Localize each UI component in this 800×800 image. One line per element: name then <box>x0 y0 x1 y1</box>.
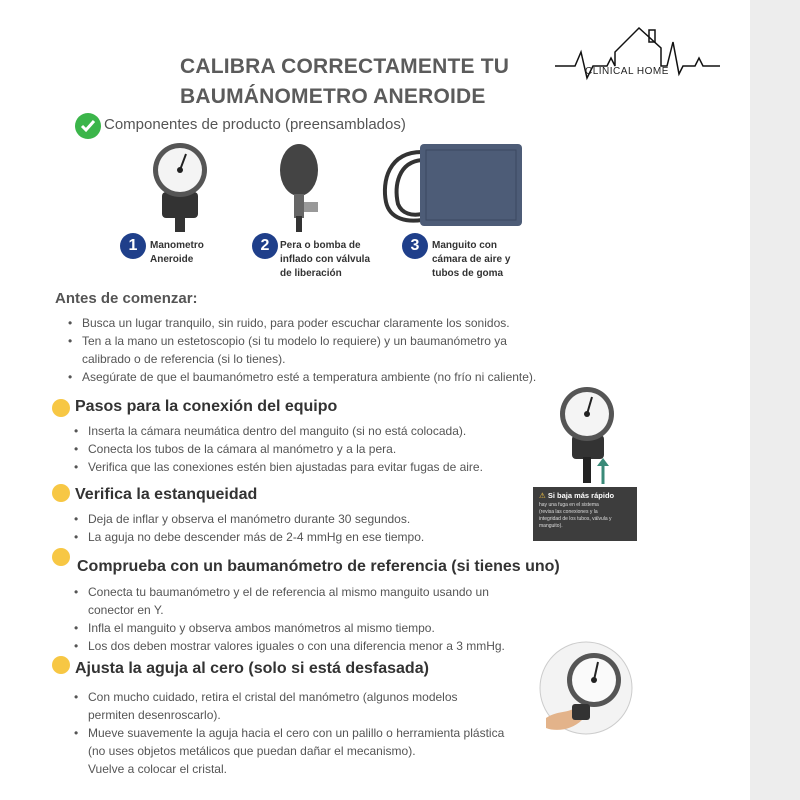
step-2-marker <box>52 484 70 502</box>
step-4-list <box>72 688 562 778</box>
list-item: • Con mucho cuidado, retira el cristal del manómetro (algunos modelos permiten desenroscarlo). <box>72 688 562 724</box>
title-line-2: BAUMÁNOMETRO ANEROIDE <box>180 85 486 108</box>
list-item: • Verifica que las conexiones estén bien ajustadas para evitar fugas de aire. <box>72 458 542 476</box>
step-3-heading: Comprueba con un baumanómetro de referencia (si tienes uno) <box>77 558 560 575</box>
step-2-heading: Verifica la estanqueidad <box>75 486 258 503</box>
step-3-marker <box>52 548 70 566</box>
gauge-icon <box>538 640 634 736</box>
list-item: • Inserta la cámara neumática dentro del manguito (si no está colocada). <box>72 422 542 440</box>
step-4-heading: Ajusta la aguja al cero (solo si está desfasada) <box>75 660 429 677</box>
component-label-1: Manometro Aneroide <box>150 240 204 265</box>
list-item: • Deja de inflar y observa el manómetro durante 30 segundos. <box>72 510 512 528</box>
right-margin <box>750 0 800 800</box>
warning-body: hay una fuga en el sistema (revisa las conexiones y la integridad de los tubos, válvula y manguito). <box>539 502 612 529</box>
list-item: • La aguja no debe descender más de 2-4 mmHg en ese tiempo. <box>72 528 512 546</box>
list-item: • Busca un lugar tranquilo, sin ruido, para poder escuchar claramente los sonidos. <box>66 314 626 332</box>
pump-bulb-icon <box>275 140 330 235</box>
list-item: • Asegúrate de que el baumanómetro esté a temperatura ambiente (no frío ni caliente). <box>66 368 626 386</box>
before-heading: Antes de comenzar: <box>55 290 198 307</box>
component-label-2: Pera o bomba de inflado con válvula de liberación <box>280 240 371 279</box>
warning-title: ⚠ Si baja más rápido <box>539 491 615 500</box>
component-label-3: Manguito con cámara de aire y tubos de goma <box>432 240 511 279</box>
arrow-up-icon <box>596 458 610 484</box>
step-1-heading: Pasos para la conexión del equipo <box>75 398 338 415</box>
step-1-list <box>72 422 542 476</box>
list-item: • Conecta los tubos de la cámara al manómetro y a la pera. <box>72 440 542 458</box>
before-list <box>66 314 626 386</box>
list-item: • Conecta tu baumanómetro y el de referencia al mismo manguito usando un conector en Y. <box>72 583 612 619</box>
step-3-list <box>72 583 612 655</box>
list-item: • Ten a la mano un estetoscopio (si tu modelo lo requiere) y un baumanómetro ya calibrado o de referencia (si lo tienes). <box>66 332 626 368</box>
list-item: • Los dos deben mostrar valores iguales o con una diferencia menor a 3 mmHg. <box>72 637 612 655</box>
step-1-marker <box>52 399 70 417</box>
list-item: • Infla el manguito y observa ambos manómetros al mismo tiempo. <box>72 619 612 637</box>
gauge-icon <box>150 140 212 235</box>
component-number-2: 2 <box>252 233 278 259</box>
step-4-marker <box>52 656 70 674</box>
step-2-list <box>72 510 512 546</box>
page-title <box>180 52 540 112</box>
list-item: • Mueve suavemente la aguja hacia el cero con un palillo o herramienta plástica (no uses objetos metálicos que puedan dañar el mecanismo). Vuelve a colocar el cristal. <box>72 724 562 778</box>
logo-text: CLINICAL HOME <box>585 66 669 77</box>
check-circle-icon <box>75 113 101 139</box>
component-number-1: 1 <box>120 233 146 259</box>
components-title: Componentes de producto (preensamblados) <box>104 116 406 133</box>
warning-icon: ⚠ <box>539 491 546 500</box>
title-line-1: CALIBRA CORRECTAMENTE TU <box>180 55 510 78</box>
component-number-3: 3 <box>402 233 428 259</box>
warning-box <box>533 487 637 541</box>
cuff-icon <box>378 142 526 234</box>
gauge-icon <box>558 385 620 483</box>
